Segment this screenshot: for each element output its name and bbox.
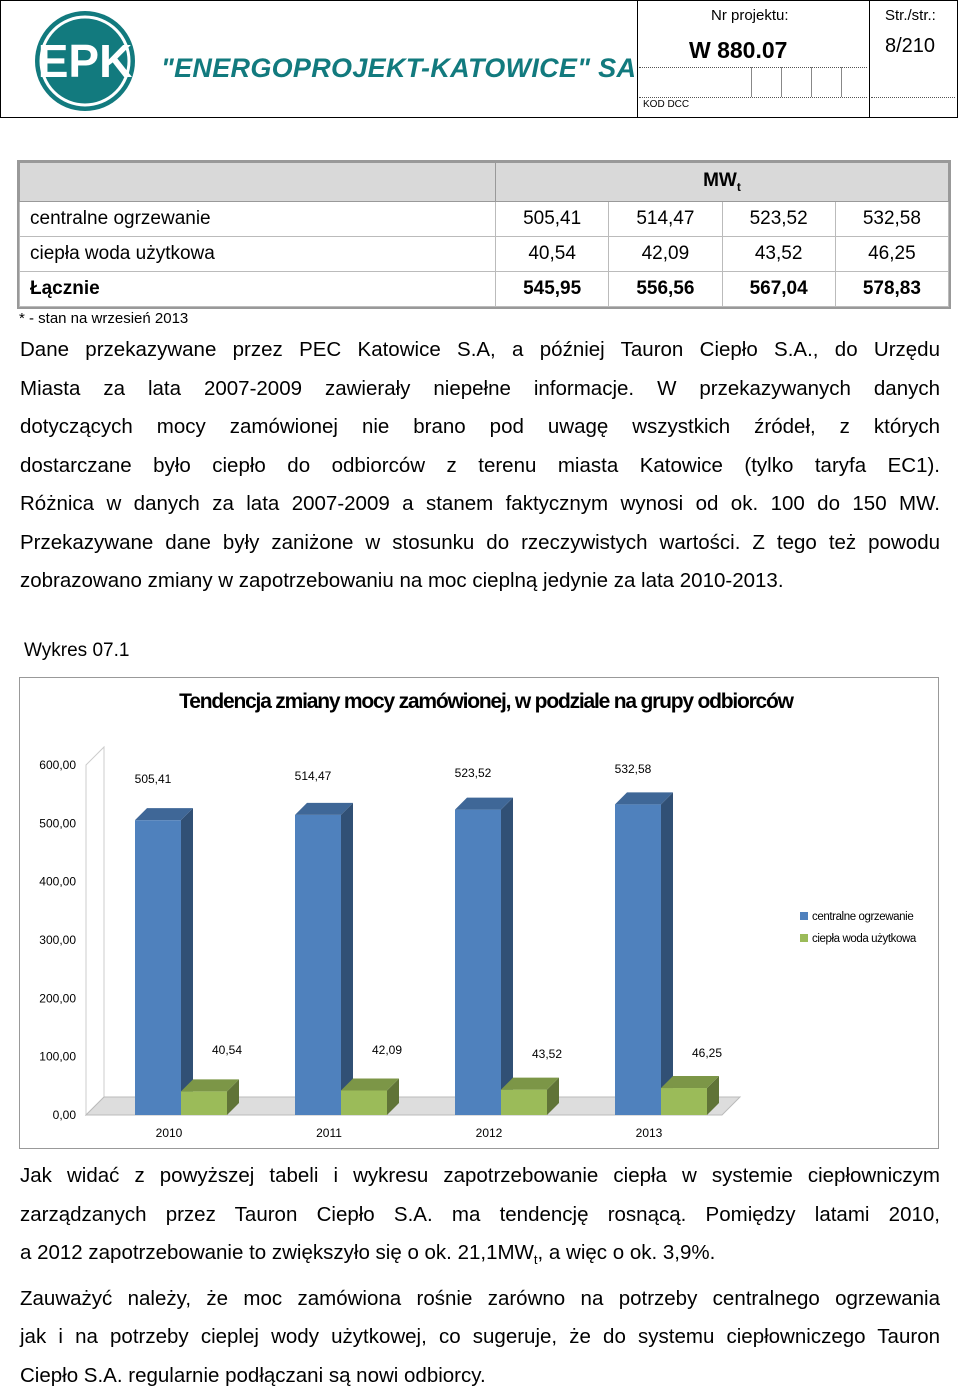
bar-side xyxy=(341,803,353,1115)
logo-cell xyxy=(1,1,638,117)
logo-letters: EPK xyxy=(37,35,133,87)
divider xyxy=(871,97,955,98)
chart-svg xyxy=(20,678,938,1148)
table-row xyxy=(20,237,949,272)
table-footnote: * - stan na wrzesień 2013 xyxy=(19,310,189,327)
data-label: 532,58 xyxy=(614,762,652,776)
table-row-total xyxy=(20,272,949,307)
page-cell xyxy=(869,1,957,117)
text-line: Ciepło S.A. regularnie podłączani są nowi odbiorcy. xyxy=(20,1363,486,1387)
text-line: zobrazowano zmiany w zapotrzebowaniu na moc cieplną jedynie za lata 2010-2013. xyxy=(20,569,784,592)
text-line: zarządzanych przez Tauron Ciepło S.A. ma tendencję rosnącą. Pomiędzy latami 2010, xyxy=(20,1202,940,1226)
text-line: dostarczane było ciepło do odbiorców z terenu miasta Katowice (tylko taryfa EC1). xyxy=(20,453,940,477)
text-line: Jak widać z powyższej tabeli i wykresu zapotrzebowanie ciepła w systemie ciepłowniczym xyxy=(20,1164,940,1187)
table-cell: 505,41 xyxy=(496,202,609,237)
table-cell: 46,25 xyxy=(835,237,948,272)
paragraph-intro xyxy=(20,331,940,601)
table-cell: 514,47 xyxy=(609,202,722,237)
y-tick-label: 300,00 xyxy=(39,933,76,947)
table-cell: 42,09 xyxy=(609,237,722,272)
x-tick-label: 2010 xyxy=(155,1126,183,1140)
table-cell: 43,52 xyxy=(722,237,835,272)
unit-subscript: t xyxy=(736,179,741,194)
bar-side xyxy=(501,798,513,1115)
bar-side xyxy=(181,808,193,1115)
y-tick-label: 600,00 xyxy=(39,758,76,772)
legend-swatch xyxy=(800,934,808,942)
text-line: Dane przekazywane przez PEC Katowice S.A, a później Tauron Ciepło S.A., do Urzędu xyxy=(20,338,940,361)
bar-cwu xyxy=(341,1090,387,1115)
legend-swatch xyxy=(800,912,808,920)
text-line: jak i na potrzeby cieplej wody użytkowej, co sugeruje, że do systemu ciepłowniczego Tauron xyxy=(20,1325,940,1349)
bar-chart xyxy=(19,677,939,1149)
data-label: 43,52 xyxy=(531,1047,563,1061)
data-label: 46,25 xyxy=(691,1046,723,1060)
text-line: Różnica w danych za lata 2007-2009 a stanem faktycznym wynosi od ok. 100 do 150 MW. xyxy=(20,492,940,515)
data-label: 523,52 xyxy=(454,766,492,780)
bar-co xyxy=(615,804,661,1115)
x-tick-label: 2011 xyxy=(316,1126,342,1140)
data-label: 514,47 xyxy=(294,769,332,783)
subscript: t xyxy=(533,1252,538,1268)
chart-side-wall xyxy=(86,747,104,1115)
table-cell: 556,56 xyxy=(609,272,722,307)
table-header-row xyxy=(20,163,949,202)
y-tick-label: 100,00 xyxy=(39,1049,76,1064)
bar-side xyxy=(661,792,673,1115)
text-line: Miasta za lata 2007-2009 zawierały niepełne informacje. W przekazywanych danych xyxy=(20,376,940,400)
kod-dcc-label: KOD DCC xyxy=(643,99,690,110)
table-cell: 532,58 xyxy=(835,202,948,237)
text-part: , a więc o ok. 3,9%. xyxy=(537,1241,716,1264)
page-number: 8/210 xyxy=(885,35,936,57)
text-line: dotyczących mocy zamówionej nie brano pod uwagę wszystkich źródeł, z których xyxy=(20,415,940,438)
x-tick-label: 2013 xyxy=(635,1126,663,1140)
paragraph-conclusion xyxy=(20,1157,940,1395)
row-label: centralne ogrzewanie xyxy=(20,202,496,237)
table-cell: 545,95 xyxy=(496,272,609,307)
data-label: 42,09 xyxy=(371,1043,403,1057)
row-label: ciepła woda użytkowa xyxy=(20,237,496,272)
table-cell: 567,04 xyxy=(722,272,835,307)
project-cell xyxy=(637,1,870,117)
unit-text: MW xyxy=(703,170,737,192)
page-label: Str./str.: xyxy=(885,7,936,24)
text-line xyxy=(20,1234,940,1280)
x-tick-label: 2012 xyxy=(475,1126,503,1140)
chart-title: Tendencja zmiany mocy zamówionej, w podziale na grupy odbiorców xyxy=(179,690,793,713)
bar-cwu xyxy=(501,1090,547,1115)
row-label: Łącznie xyxy=(20,272,496,307)
company-name: "ENERGOPROJEKT-KATOWICE" SA xyxy=(161,53,637,83)
y-tick-label: 400,00 xyxy=(39,874,76,889)
table-cell: 578,83 xyxy=(835,272,948,307)
table-row xyxy=(20,202,949,237)
bar-co xyxy=(295,815,341,1115)
data-label: 505,41 xyxy=(134,772,172,786)
bar-co xyxy=(135,820,181,1115)
code-box xyxy=(781,67,810,97)
unit-header xyxy=(496,163,949,202)
text-line: Przekazywane dane były zaniżone w stosunku do rzeczywistych wartości. Z tego też powodu xyxy=(20,530,940,554)
project-label: Nr projektu: xyxy=(711,7,789,24)
legend-label: centralne ogrzewanie xyxy=(812,911,914,923)
chart-caption: Wykres 07.1 xyxy=(24,640,130,661)
bar-cwu xyxy=(661,1088,707,1115)
epk-logo xyxy=(29,7,141,115)
code-box xyxy=(751,67,780,97)
legend-label: ciepła woda użytkowa xyxy=(812,933,916,945)
table-cell: 40,54 xyxy=(496,237,609,272)
data-label: 40,54 xyxy=(211,1043,243,1057)
text-part: a 2012 zapotrzebowanie to zwiększyło się o ok. 21,1MW xyxy=(20,1241,534,1264)
table-cell: 523,52 xyxy=(722,202,835,237)
bar-cwu xyxy=(181,1091,227,1115)
divider xyxy=(639,97,867,98)
table-header-blank xyxy=(20,163,496,202)
text-line: Zauważyć należy, że moc zamówiona rośnie zarówno na potrzeby centralnego ogrzewania xyxy=(20,1286,940,1310)
y-tick-label: 0,00 xyxy=(52,1108,76,1122)
code-box xyxy=(811,67,840,97)
document-header xyxy=(0,0,958,118)
bar-co xyxy=(455,810,501,1115)
y-tick-label: 200,00 xyxy=(39,991,76,1006)
project-number: W 880.07 xyxy=(689,37,788,63)
code-box xyxy=(841,67,870,97)
data-table xyxy=(19,162,949,307)
y-tick-label: 500,00 xyxy=(39,816,76,831)
